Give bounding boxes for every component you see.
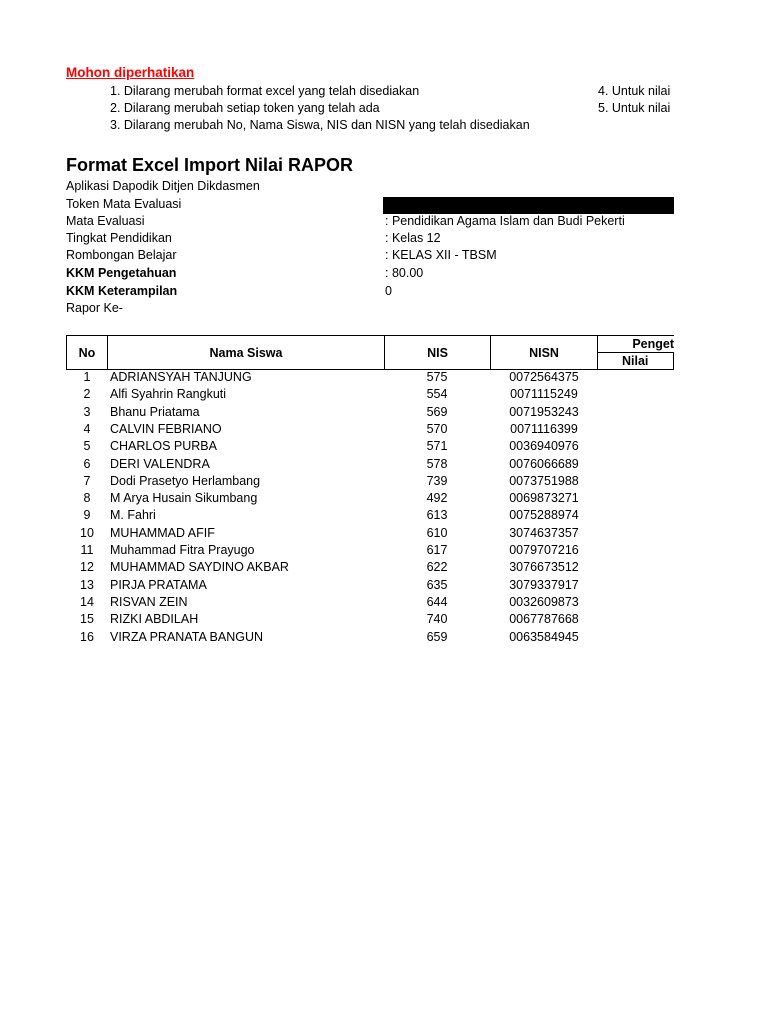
row-nama: M Arya Husain Sikumbang <box>110 491 258 506</box>
row-no: 4 <box>83 421 91 436</box>
header-nilai: Nilai <box>597 352 674 370</box>
row-nama: Dodi Prasetyo Herlambang <box>110 473 261 488</box>
table-row <box>66 370 598 387</box>
row-nisn: 3079337917 <box>509 577 579 592</box>
kkm-keterampilan-label: KKM Keterampilan <box>66 284 178 298</box>
row-no: 16 <box>80 629 94 644</box>
notice-title: Mohon diperhatikan <box>66 65 195 80</box>
row-nama: MUHAMMAD AFIF <box>110 525 215 540</box>
row-nama: DERI VALENDRA <box>110 456 210 471</box>
table-row <box>66 439 598 456</box>
table-row <box>66 560 598 577</box>
rule-1: 1. Dilarang merubah format excel yang telah disediakan <box>110 84 420 98</box>
table-row <box>66 387 598 404</box>
row-nisn: 0076066689 <box>509 456 579 471</box>
row-no: 5 <box>83 439 91 454</box>
table-row <box>66 457 598 474</box>
row-nisn: 0071115249 <box>510 387 578 402</box>
row-nama: CALVIN FEBRIANO <box>110 421 222 436</box>
row-nama: CHARLOS PURBA <box>110 439 217 454</box>
header-pengetahuan: Penget <box>597 335 674 353</box>
row-nis: 635 <box>426 577 448 592</box>
row-nis: 739 <box>426 473 448 488</box>
row-no: 13 <box>80 577 94 592</box>
header-nisn: NISN <box>490 335 598 370</box>
row-nis: 613 <box>426 508 448 523</box>
rule-3: 3. Dilarang merubah No, Nama Siswa, NIS dan NISN yang telah disediakan <box>110 118 530 132</box>
row-nis: 659 <box>426 629 448 644</box>
table-row <box>66 405 598 422</box>
row-no: 12 <box>80 560 94 575</box>
row-nis: 575 <box>426 370 448 384</box>
row-nisn: 0071116399 <box>510 421 578 436</box>
row-nisn: 0071953243 <box>509 404 579 419</box>
row-nama: RIZKI ABDILAH <box>110 612 199 627</box>
page-title: Format Excel Import Nilai RAPOR <box>66 155 354 175</box>
row-nis: 617 <box>426 543 448 557</box>
row-nis: 571 <box>426 439 448 454</box>
row-nisn: 0073751988 <box>509 473 579 488</box>
header-no: No <box>66 335 108 370</box>
row-nisn: 0072564375 <box>509 370 579 384</box>
row-nama: Muhammad Fitra Prayugo <box>110 543 255 557</box>
row-nis: 622 <box>426 560 448 575</box>
row-nama: PIRJA PRATAMA <box>110 577 207 592</box>
table-row <box>66 508 598 525</box>
table-row <box>66 526 598 543</box>
table-row <box>66 630 598 647</box>
table-row <box>66 595 598 612</box>
row-nama: VIRZA PRANATA BANGUN <box>110 629 264 644</box>
row-nisn: 0067787668 <box>509 612 579 627</box>
table-row <box>66 474 598 491</box>
kkm-pengetahuan-value: : 80.00 <box>385 266 424 280</box>
row-nama: Bhanu Priatama <box>110 404 200 419</box>
rule-4: 4. Untuk nilai <box>598 84 671 98</box>
app-subtitle: Aplikasi Dapodik Ditjen Dikdasmen <box>66 179 260 193</box>
table-row <box>66 422 598 439</box>
rombel-value: : KELAS XII - TBSM <box>385 248 497 262</box>
table-row <box>66 491 598 508</box>
rule-5: 5. Untuk nilai <box>598 101 671 115</box>
row-no: 15 <box>80 612 94 627</box>
row-nis: 492 <box>426 491 448 506</box>
row-nisn: 0075288974 <box>509 508 579 523</box>
rapor-ke-label: Rapor Ke- <box>66 301 123 315</box>
row-no: 10 <box>80 525 94 540</box>
row-nis: 610 <box>426 525 448 540</box>
header-nis: NIS <box>384 335 491 370</box>
table-row <box>66 612 598 629</box>
tingkat-label: Tingkat Pendidikan <box>66 231 172 245</box>
row-nisn: 0069873271 <box>509 491 579 506</box>
header-nama: Nama Siswa <box>107 335 385 370</box>
row-nis: 740 <box>426 612 448 627</box>
row-no: 1 <box>83 370 91 384</box>
row-nama: ADRIANSYAH TANJUNG <box>110 370 252 384</box>
row-nis: 578 <box>426 456 448 471</box>
row-nama: MUHAMMAD SAYDINO AKBAR <box>110 560 289 575</box>
row-nisn: 3074637357 <box>509 525 579 540</box>
rombel-label: Rombongan Belajar <box>66 248 177 262</box>
rule-2: 2. Dilarang merubah setiap token yang telah ada <box>110 101 380 115</box>
row-nis: 570 <box>426 421 448 436</box>
row-nis: 644 <box>426 594 448 609</box>
row-nisn: 0063584945 <box>509 629 579 644</box>
row-no: 7 <box>83 473 91 488</box>
row-nama: RISVAN ZEIN <box>110 594 188 609</box>
token-redacted-box <box>383 197 674 214</box>
row-nisn: 3076673512 <box>509 560 579 575</box>
row-nisn: 0032609873 <box>509 594 579 609</box>
row-no: 8 <box>83 491 91 506</box>
row-no: 3 <box>83 404 91 419</box>
kkm-pengetahuan-label: KKM Pengetahuan <box>66 266 177 280</box>
kkm-keterampilan-value: 0 <box>385 284 392 298</box>
row-nisn: 0079707216 <box>509 543 579 557</box>
row-nisn: 0036940976 <box>509 439 579 454</box>
row-nama: Alfi Syahrin Rangkuti <box>110 387 227 402</box>
row-no: 14 <box>80 594 94 609</box>
table-row <box>66 543 598 560</box>
mata-evaluasi-value: : Pendidikan Agama Islam dan Budi Pekerti <box>385 214 625 228</box>
table-row <box>66 578 598 595</box>
row-no: 11 <box>80 543 94 557</box>
row-no: 9 <box>83 508 91 523</box>
row-no: 6 <box>83 456 91 471</box>
tingkat-value: : Kelas 12 <box>385 231 441 245</box>
row-nis: 554 <box>426 387 448 402</box>
token-label: Token Mata Evaluasi <box>66 197 182 211</box>
mata-evaluasi-label: Mata Evaluasi <box>66 214 145 228</box>
row-nis: 569 <box>426 404 448 419</box>
row-no: 2 <box>83 387 91 402</box>
row-nama: M. Fahri <box>110 508 156 523</box>
